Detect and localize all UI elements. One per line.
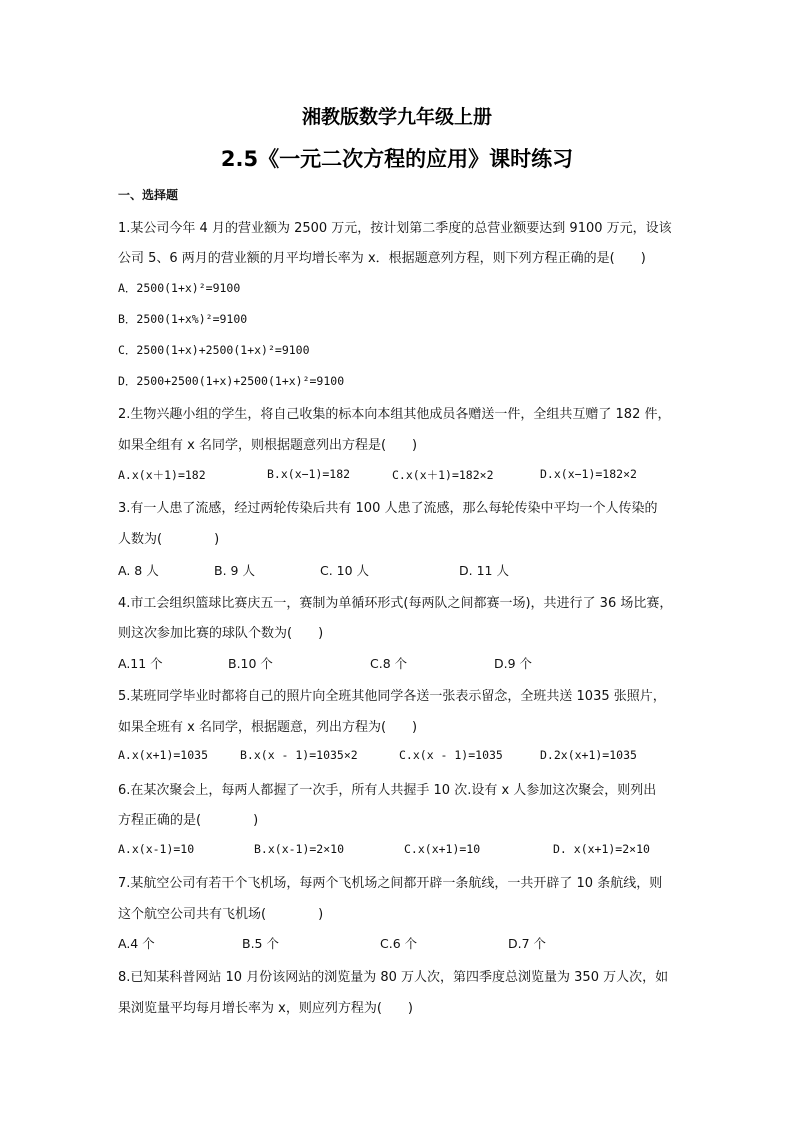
question-4-option-b: B.10 个 [228, 656, 273, 671]
question-5-option-d: D.2x(x+1)=1035 [540, 748, 637, 762]
question-1-option-b: B．2500(1+x%)²=9100 [118, 312, 248, 326]
question-3-option-b: B. 9 人 [214, 563, 255, 578]
question-4-line-2: 则这次参加比赛的球队个数为( ) [118, 626, 324, 641]
question-7-line-2: 这个航空公司共有飞机场( ) [118, 907, 324, 922]
question-4-line-1: 4.市工会组织篮球比赛庆五一，赛制为单循环形式(每两队之间都赛一场)，共进行了 36 场比赛， [118, 596, 673, 611]
question-6-option-c: C.x(x+1)=10 [404, 842, 481, 856]
question-5-option-a: A.x(x+1)=1035 [118, 748, 209, 762]
question-6-option-b: B.x(x-1)=2×10 [254, 842, 345, 856]
question-1-option-a: A．2500(1+x)²=9100 [118, 281, 241, 295]
question-6-line-2: 方程正确的是( ) [118, 813, 259, 828]
question-5-line-2: 如果全班有 x 名同学，根据题意，列出方程为( ) [118, 720, 418, 735]
question-1-line-1: 1.某公司今年 4 月的营业额为 2500 万元，按计划第二季度的总营业额要达到 9100 万元，设该 [118, 221, 672, 236]
question-1-option-d: D．2500+2500(1+x)+2500(1+x)²=9100 [118, 374, 345, 388]
question-3-option-a: A. 8 人 [118, 563, 159, 578]
question-6-option-a: A.x(x-1)=10 [118, 842, 195, 856]
section-heading: 一、选择题 [118, 188, 179, 202]
question-7-option-b: B.5 个 [242, 936, 279, 951]
question-2-option-d: D.x(x−1)=182×2 [540, 467, 637, 481]
question-7-option-d: D.7 个 [508, 936, 547, 951]
question-3-option-c: C. 10 人 [320, 563, 370, 578]
question-4-option-d: D.9 个 [494, 656, 533, 671]
document-title: 湘教版数学九年级上册 [301, 106, 492, 128]
document-subtitle: 2.5《一元二次方程的应用》课时练习 [220, 147, 574, 171]
question-2-line-1: 2.生物兴趣小组的学生，将自己收集的标本向本组其他成员各赠送一件，全组共互赠了 182 件， [118, 407, 671, 422]
question-2-option-c: C.x(x＋1)=182×2 [392, 468, 494, 482]
question-6-line-1: 6.在某次聚会上，每两人都握了一次手，所有人共握手 10 次.设有 x 人参加这次聚会，则列出 [118, 783, 657, 798]
question-5-option-c: C.x(x - 1)=1035 [399, 748, 503, 762]
question-7-option-c: C.6 个 [380, 936, 418, 951]
question-2-line-2: 如果全组有 x 名同学，则根据题意列出方程是( ) [118, 438, 418, 453]
question-2-option-b: B.x(x−1)=182 [267, 467, 351, 481]
question-1-line-2: 公司 5、6 两月的营业额的月平均增长率为 x．根据题意列方程，则下列方程正确的是( ) [118, 251, 646, 266]
question-7-option-a: A.4 个 [118, 936, 155, 951]
question-3-line-1: 3.有一人患了流感，经过两轮传染后共有 100 人患了流感，那么每轮传染中平均一个人传染的 [118, 501, 658, 516]
question-6-option-d: D. x(x+1)=2×10 [553, 842, 650, 856]
question-8-line-2: 果浏览量平均每月增长率为 x，则应列方程为( ) [118, 1001, 413, 1016]
question-2-option-a: A.x(x＋1)=182 [118, 468, 206, 482]
question-4-option-c: C.8 个 [370, 656, 408, 671]
question-8-line-1: 8.已知某科普网站 10 月份该网站的浏览量为 80 万人次，第四季度总浏览量为 350 万人次，如 [118, 970, 669, 985]
question-5-option-b: B.x(x - 1)=1035×2 [240, 748, 358, 762]
question-1-option-c: C．2500(1+x)+2500(1+x)²=9100 [118, 343, 310, 357]
question-3-option-d: D. 11 人 [459, 563, 509, 578]
question-5-line-1: 5.某班同学毕业时都将自己的照片向全班其他同学各送一张表示留念，全班共送 1035 张照片， [118, 689, 666, 704]
question-4-option-a: A.11 个 [118, 656, 163, 671]
question-7-line-1: 7.某航空公司有若干个飞机场，每两个飞机场之间都开辟一条航线，一共开辟了 10 条航线，则 [118, 876, 663, 891]
question-3-line-2: 人数为( ) [118, 532, 220, 547]
